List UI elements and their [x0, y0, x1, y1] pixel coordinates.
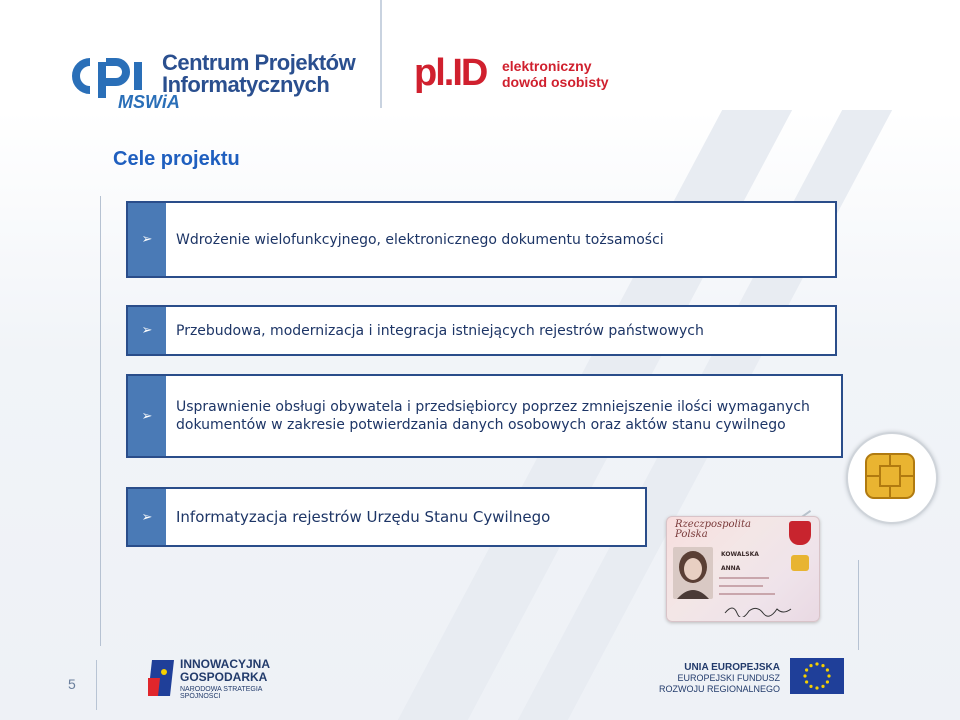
ig-logo-line2: GOSPODARKA — [180, 670, 268, 684]
page-number: 5 — [68, 676, 76, 692]
card-chip-icon — [791, 555, 809, 571]
signature-icon — [723, 603, 793, 617]
goal-bullet-tab — [128, 376, 166, 456]
eu-logo-line3: ROZWOJU REGIONALNEGO — [658, 684, 780, 694]
arrow-bullet-icon: ➢ — [141, 509, 153, 525]
arrow-bullet-icon: ➢ — [141, 323, 153, 338]
chip-callout — [846, 432, 938, 524]
goal-text: Usprawnienie obsługi obywatela i przedsiębiorcy poprzez zmniejszenie ilości wymaganych dokumentów w zakresie potwierdzania danych osobowych oraz aktów stanu cywilnego — [176, 399, 810, 433]
goal-box-2 — [126, 305, 837, 356]
mswia-label: MSWiA — [118, 92, 180, 112]
ig-logo-line1: INNOWACYJNA — [180, 657, 271, 671]
card-name: ANNA — [721, 565, 741, 572]
eu-logo-text — [659, 662, 780, 695]
cpi-logo-line2: Informatycznych — [162, 72, 330, 97]
plid-logo-line2: dowód osobisty — [502, 74, 609, 90]
goal-text: Informatyzacja rejestrów Urzędu Stanu Cywilnego — [176, 508, 551, 526]
goal-bullet-tab — [128, 489, 166, 545]
chip-icon — [846, 432, 934, 520]
card-title — [675, 520, 751, 540]
header-divider — [380, 0, 382, 108]
card-field-line — [719, 585, 763, 587]
card-field-line — [719, 593, 775, 595]
vertical-accent-line — [100, 196, 101, 646]
cpi-logo — [60, 46, 360, 116]
card-field-line — [719, 577, 769, 579]
arrow-bullet-icon: ➢ — [141, 408, 153, 424]
cpi-logo-line1: Centrum Projektów — [162, 50, 356, 75]
plid-logo-line1: elektroniczny — [502, 58, 592, 74]
eagle-emblem-icon — [789, 521, 811, 545]
goal-box-4 — [126, 487, 647, 547]
page-title: Cele projektu — [113, 148, 240, 170]
plid-logo — [414, 52, 614, 102]
id-card-image — [666, 516, 820, 622]
vertical-accent-line — [858, 560, 859, 650]
arrow-bullet-icon: ➢ — [141, 232, 153, 247]
eu-flag-icon — [790, 658, 844, 694]
plid-logo-mark: pl.ID — [414, 52, 487, 94]
ig-logo-icon — [146, 656, 176, 700]
card-photo-icon — [673, 547, 713, 599]
eu-logo-line1: UNIA EUROPEJSKA — [684, 662, 780, 673]
innowacyjna-gospodarka-logo — [146, 656, 296, 700]
goal-box-1 — [126, 201, 837, 278]
goal-bullet-tab — [128, 203, 166, 276]
goal-text: Wdrożenie wielofunkcyjnego, elektronicznego dokumentu tożsamości — [176, 231, 664, 248]
footer-divider — [96, 660, 97, 710]
card-surname: KOWALSKA — [721, 551, 759, 558]
card-title-line1: Rzeczpospolita — [675, 519, 751, 530]
ig-logo-line3: NARODOWA STRATEGIA SPÓJNOŚCI — [180, 686, 263, 700]
eu-logo-line2: EUROPEJSKI FUNDUSZ — [677, 673, 780, 683]
goal-text: Przebudowa, modernizacja i integracja istniejących rejestrów państwowych — [176, 322, 704, 339]
goal-bullet-tab — [128, 307, 166, 354]
card-title-line2: Polska — [675, 529, 708, 540]
goal-box-3 — [126, 374, 843, 458]
